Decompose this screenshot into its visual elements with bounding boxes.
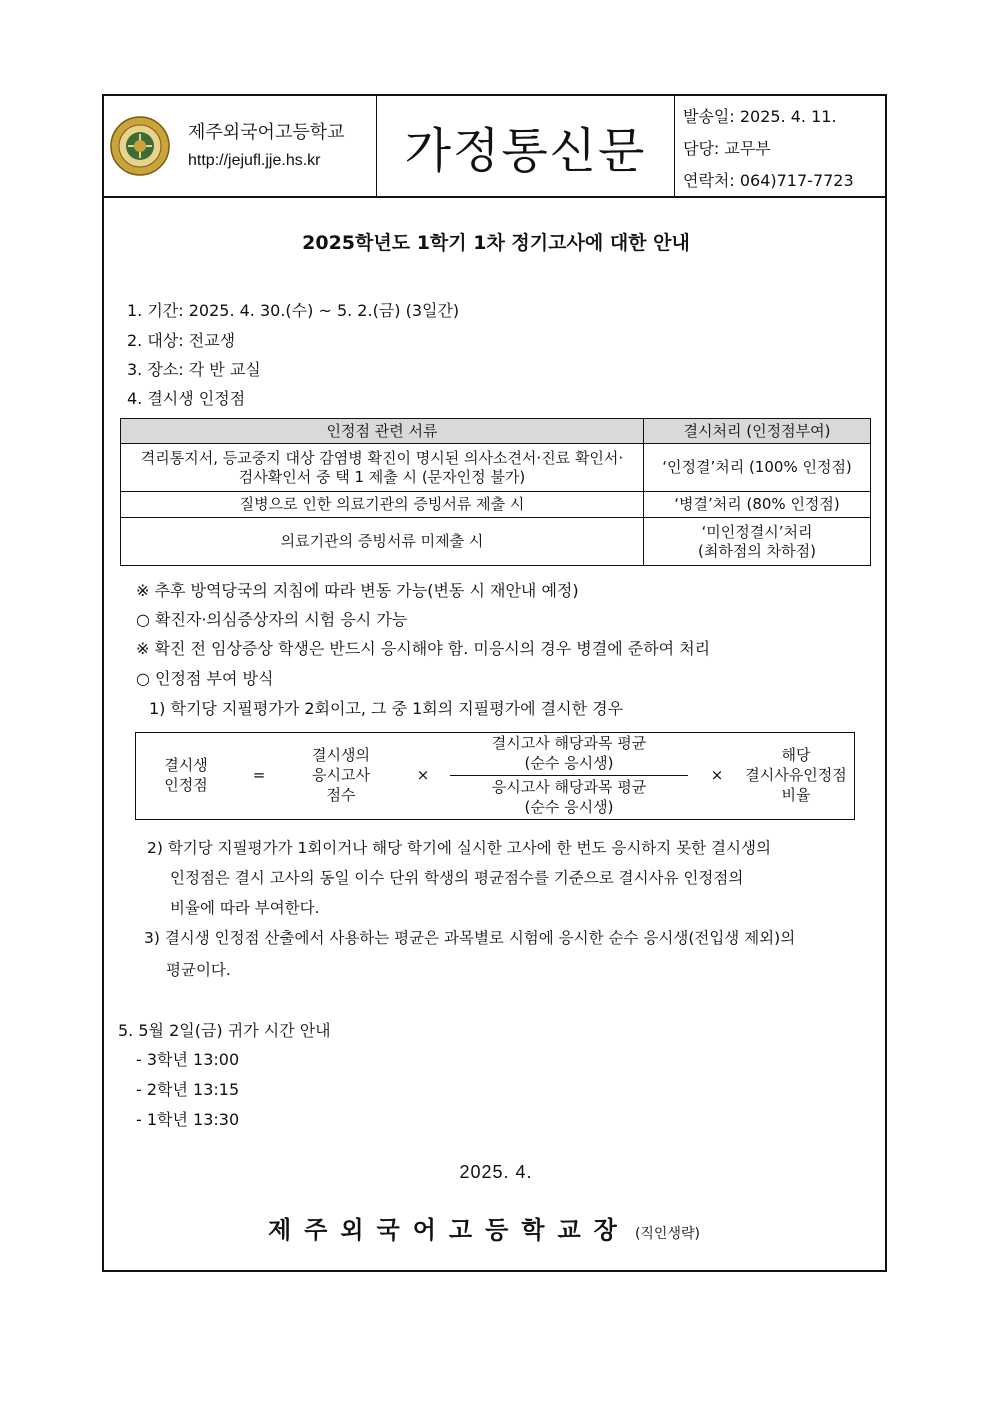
contact: 연락처: 064)717-7723 — [683, 171, 854, 190]
table-row — [121, 492, 871, 518]
table-cell-result: ‘병결’처리 (80% 인정점) — [644, 492, 871, 518]
school-name: 제주외국어고등학교 — [188, 122, 345, 143]
recognition-table — [120, 418, 871, 566]
rule-1: 1) 학기당 지필평가가 2회이고, 그 중 1회의 지필평가에 결시한 경우 — [149, 699, 624, 718]
fraction-line — [450, 775, 688, 776]
formula-score-line: 점수 — [326, 786, 356, 804]
note-1: ※ 추후 방역당국의 지침에 따라 변동 가능(변동 시 재안내 예정) — [136, 581, 579, 600]
table-cell-line: 격리통지서, 등교중지 대상 감염병 확진이 명시된 의사소견서·진료 확인서· — [140, 448, 624, 467]
formula-numerator-line: (순수 응시생) — [524, 754, 614, 772]
note-4: ○ 인정점 부여 방식 — [136, 669, 274, 688]
dismissal-grade-2: - 2학년 13:15 — [136, 1080, 240, 1099]
info-block — [675, 96, 885, 196]
note-2: ○ 확진자·의심증상자의 시험 응시 가능 — [136, 610, 408, 629]
principal-name: 제주외국어고등학교장 — [268, 1216, 630, 1244]
formula-score — [296, 745, 386, 805]
rule-3-line-1: 3) 결시생 인정점 산출에서 사용하는 평균은 과목별로 시험에 응시한 순수 응시생(전입생 제외)의 — [144, 929, 796, 947]
formula-numerator-line: 결시고사 해당과목 평균 — [491, 734, 647, 752]
school-logo-icon — [110, 116, 170, 176]
table-header-result: 결시처리 (인정점부여) — [644, 419, 871, 444]
school-url: http://jejufl.jje.hs.kr — [188, 152, 321, 169]
formula-denominator-line: 응시고사 해당과목 평균 — [491, 778, 647, 796]
item-place: 3. 장소: 각 반 교실 — [127, 360, 261, 379]
formula-numerator — [448, 733, 690, 773]
table-cell-line: 검사확인서 중 택 1 제출 시 (문자인정 불가) — [238, 467, 526, 486]
rule-2-line-1: 2) 학기당 지필평가가 1회이거나 해당 학기에 실시한 고사에 한 번도 응시하지 못한 결시생의 — [147, 839, 771, 857]
rule-2-line-2: 인정점은 결시 고사의 동일 이수 단위 학생의 평균점수를 기준으로 결시사유 인정점의 — [170, 869, 744, 887]
table-cell-result: ‘인정결’처리 (100% 인정점) — [644, 444, 871, 492]
item-target: 2. 대상: 전교생 — [127, 331, 236, 350]
table-row — [121, 444, 871, 492]
formula-denominator-line: (순수 응시생) — [524, 798, 614, 816]
formula-ratio-line: 결시사유인정점 — [745, 766, 847, 784]
table-row — [121, 518, 871, 566]
table-cell-line: ‘미인정결시’처리 — [701, 522, 813, 541]
formula-lhs-line: 결시생 — [164, 756, 208, 774]
table-cell-docs: 질병으로 인한 의료기관의 증빙서류 제출 시 — [121, 492, 644, 518]
table-cell-docs — [121, 444, 644, 492]
formula-ratio-line: 해당 — [781, 746, 811, 764]
table-cell-docs: 의료기관의 증빙서류 미제출 시 — [121, 518, 644, 566]
formula-ratio — [736, 745, 856, 805]
send-date: 발송일: 2025. 4. 11. — [683, 107, 837, 126]
formula-equals: = — [252, 766, 266, 784]
formula-ratio-line: 비율 — [781, 786, 811, 804]
principal-signature — [268, 1210, 700, 1245]
table-cell-result — [644, 518, 871, 566]
dismissal-grade-3: - 3학년 13:00 — [136, 1050, 240, 1069]
rule-3-line-2: 평균이다. — [166, 961, 231, 979]
page-title: 가정통신문 — [377, 96, 675, 196]
formula-lhs-line: 인정점 — [164, 776, 208, 794]
document-title: 2025학년도 1학기 1차 정기고사에 대한 안내 — [302, 232, 690, 254]
formula-times-2: × — [710, 766, 724, 784]
item-absence-score: 4. 결시생 인정점 — [127, 389, 246, 408]
formula-score-line: 응시고사 — [312, 766, 370, 784]
school-block — [104, 96, 377, 196]
formula-score-line: 결시생의 — [312, 746, 370, 764]
table-header-docs: 인정점 관련 서류 — [121, 419, 644, 444]
dismissal-title: 5. 5월 2일(금) 귀가 시간 안내 — [118, 1021, 331, 1040]
formula-denominator — [448, 777, 690, 817]
formula-box — [135, 732, 855, 820]
rule-2-line-3: 비율에 따라 부여한다. — [170, 899, 320, 917]
formula-lhs — [146, 755, 226, 795]
manager: 담당: 교무부 — [683, 139, 771, 158]
seal-omitted-note: (직인생략) — [634, 1226, 700, 1242]
dismissal-grade-1: - 1학년 13:30 — [136, 1110, 240, 1129]
footer-date: 2025. 4. — [459, 1162, 533, 1182]
formula-times-1: × — [416, 766, 430, 784]
item-period: 1. 기간: 2025. 4. 30.(수) ~ 5. 2.(금) (3일간) — [127, 301, 460, 320]
table-cell-line: (최하점의 차하점) — [698, 541, 816, 560]
note-3: ※ 확진 전 임상증상 학생은 반드시 응시해야 함. 미응시의 경우 병결에 준하여 처리 — [136, 639, 711, 658]
header — [104, 96, 885, 198]
table-header-row — [121, 419, 871, 444]
